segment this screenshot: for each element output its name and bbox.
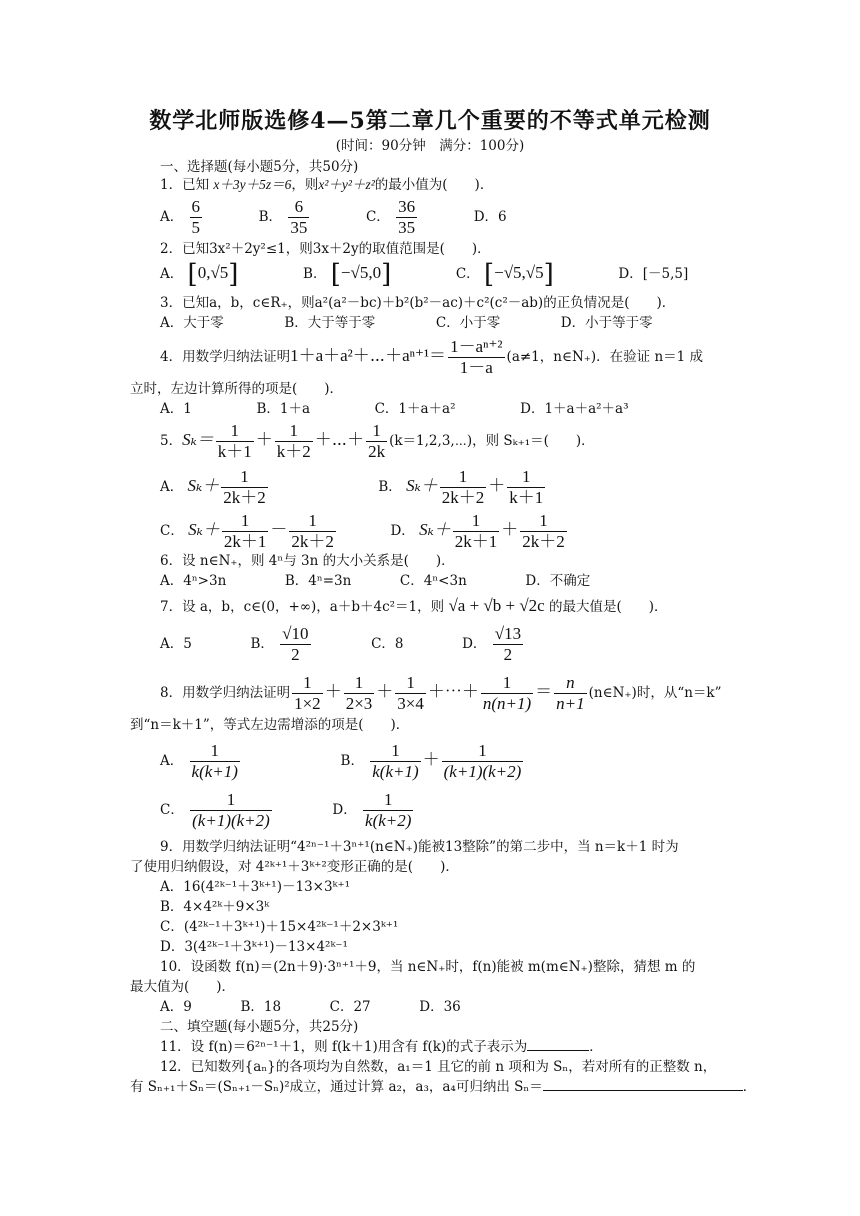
q11-stem xyxy=(160,1038,603,1056)
q2-option-a-label: A． xyxy=(160,266,184,282)
frac-num: √10 xyxy=(282,624,309,643)
q5-option-b-frac1 xyxy=(440,467,487,508)
q7-option-d-frac xyxy=(493,624,523,665)
q12-stem-text: 有 Sₙ₊₁＋Sₙ＝(Sₙ₊₁－Sₙ)²成立，通过计算 a₂，a₃，a₄可归纳出 Sₙ＝ xyxy=(130,1079,543,1095)
q8-term3 xyxy=(395,673,426,714)
q5-options-row2: C． Sₖ＋ $\frac{1}{2k+1}$ － $\frac{1}{2k+2}$ D． Sₖ＋ $\frac{1}{2k+1}$ ＋ $\frac{1}{2k+2}$ xyxy=(160,511,565,551)
q7-stem-b: 的最大值是( )． xyxy=(549,599,668,615)
frac-num: n xyxy=(566,673,575,692)
q5-dots: ＋⋯＋ xyxy=(314,430,365,449)
q2-option-b: −√5,0 xyxy=(340,263,382,282)
page-subtitle: (时间：90分钟 满分：100分) xyxy=(335,138,525,154)
frac-den: 2×3 xyxy=(345,694,373,713)
q7-option-b-label: B． xyxy=(250,636,274,652)
q5-option-b-sk: Sₖ＋ xyxy=(406,476,438,495)
frac-num: 1 xyxy=(226,790,236,809)
frac-den: (k+1)(k+2) xyxy=(192,811,270,830)
frac-num: 1 xyxy=(458,467,468,486)
q1-stem xyxy=(160,176,493,194)
q4-frac xyxy=(448,337,504,378)
q8-stem: 8．用数学归纳法证明 $\frac{1}{1\times 2}$ ＋ $\frac{1}{2\times 3}$ ＋ $\frac{1}{3\times 4}$ ＋⋯＋ $\frac{1}{n(n+1)}$ ＝ $\frac{n}{n+1}$ (n∈N₊)时，从“n＝k” xyxy=(160,673,722,713)
q9-stem-cont: 了使用归纳假设，对 4²ᵏ⁺¹＋3ᵏ⁺²变形正确的是( )． xyxy=(130,859,459,875)
q7-options xyxy=(160,622,525,666)
q8-rhs xyxy=(554,673,586,714)
q1-eq1: x＋3y＋5z＝6 xyxy=(213,177,292,192)
q2-option-c: −√5,√5 xyxy=(494,263,544,282)
q6-option-c: C．4ⁿ<3n xyxy=(399,573,467,589)
q10-option-a: A．9 xyxy=(160,999,192,1015)
q5-term1 xyxy=(216,421,254,462)
q5-sk: Sₖ＝ xyxy=(182,430,214,449)
frac-den: 2k＋2 xyxy=(441,488,485,507)
q5-option-b-frac2 xyxy=(507,467,545,508)
q7-option-d-label: D． xyxy=(462,636,487,652)
frac-den: 2k＋2 xyxy=(522,532,565,551)
q7-option-b-frac xyxy=(280,624,310,665)
frac-num: 1 xyxy=(478,741,487,760)
q5-option-c-frac1 xyxy=(222,511,269,552)
frac-num: 1 xyxy=(354,673,364,692)
q8-option-b-frac1 xyxy=(370,741,420,782)
q1-option-c-label: C． xyxy=(365,209,390,225)
frac-den: k(k+1) xyxy=(372,762,419,781)
q1-stem-b: ，则 xyxy=(291,177,319,193)
q10-option-b: B．18 xyxy=(240,999,282,1015)
frac-den: k＋2 xyxy=(276,442,311,461)
q2-option-b-label: B． xyxy=(303,266,327,282)
q3-option-a: A．大于零 xyxy=(160,315,224,331)
frac-den: 2k＋2 xyxy=(223,488,266,507)
q10-stem-cont: 最大值为( )． xyxy=(130,979,236,995)
q4-option-c: C．1＋a＋a² xyxy=(374,401,456,417)
frac-den: 35 xyxy=(290,218,308,237)
q4-stem-a: 4．用数学归纳法证明 xyxy=(160,349,291,365)
q12-stem-cont xyxy=(130,1078,756,1096)
q6-option-a: A．4ⁿ>3n xyxy=(160,573,227,589)
frac-num: 1 xyxy=(303,673,312,692)
q1-option-d: D．6 xyxy=(473,209,507,225)
q5-stem-a: 5． xyxy=(160,433,183,449)
q11-end: ． xyxy=(589,1039,603,1055)
q6-option-d: D．不确定 xyxy=(525,573,591,589)
q8-options-row2 xyxy=(160,788,415,832)
frac-den: (k+1)(k+2) xyxy=(443,762,522,781)
frac-num: 1－aⁿ⁺² xyxy=(450,337,503,356)
q4-option-a: A．1 xyxy=(160,401,192,417)
frac-num: 6 xyxy=(294,197,304,216)
q1-option-b-label: B． xyxy=(258,209,283,225)
q5-option-c-sk: Sₖ＋ xyxy=(188,520,220,539)
frac-num: 1 xyxy=(230,421,240,440)
q9-option-d: D．3(4²ᵏ⁻¹＋3ᵏ⁺¹)－13×4²ᵏ⁻¹ xyxy=(160,939,348,955)
page-title: 数学北师版选修4—5第二章几个重要的不等式单元检测 xyxy=(149,108,711,134)
q4-stem-b: (a≠1，n∈N₊)．在验证 n＝1 成 xyxy=(506,349,704,365)
q8-option-c-label: C． xyxy=(160,802,184,818)
q12-stem: 12．已知数列{aₙ}的各项均为自然数，a₁＝1 且它的前 n 项和为 Sₙ，若对所有的正整数 n， xyxy=(160,1059,717,1075)
q7-option-a: A．5 xyxy=(160,636,192,652)
q1-stem-a: 1．已知 xyxy=(160,177,210,193)
q2-stem: 2．已知3x²＋2y²≤1，则3x＋2y的取值范围是( )． xyxy=(160,241,491,257)
frac-den: 2k＋1 xyxy=(454,532,498,551)
q3-option-b: B．大于等于零 xyxy=(284,315,376,331)
frac-den: n(n+1) xyxy=(482,694,532,713)
frac-den: 2k xyxy=(368,442,386,461)
frac-den: 2k＋1 xyxy=(223,532,267,551)
q8-term4 xyxy=(481,673,533,714)
q5-option-d-frac1 xyxy=(453,511,500,552)
frac-num: 1 xyxy=(539,511,548,530)
frac-den: 35 xyxy=(398,218,416,237)
q9-option-c: C．(4²ᵏ⁻¹＋3ᵏ⁺¹)＋15×4²ᵏ⁻¹＋2×3ᵏ⁺¹ xyxy=(160,919,399,935)
q4-stem-cont: 立时，左边计算所得的项是( )． xyxy=(130,381,344,397)
section-choice-header: 一、选择题(每小题5分，共50分) xyxy=(160,159,359,175)
frac-num: 36 xyxy=(398,197,416,216)
q1-option-a-frac xyxy=(190,197,203,238)
q1-option-b-frac xyxy=(288,197,309,238)
frac-num: 1 xyxy=(471,511,481,530)
q5-option-c-label: C． xyxy=(160,523,184,539)
q5-stem-b: (k＝1,2,3,⋯)，则 Sₖ₊₁＝( )． xyxy=(389,433,595,449)
frac-den: 2 xyxy=(280,644,310,665)
q8-term1 xyxy=(292,673,323,714)
q4-stem xyxy=(160,334,703,379)
frac-num: 1 xyxy=(391,741,400,760)
frac-num: 1 xyxy=(210,741,219,760)
q3-option-d: D．小于等于零 xyxy=(560,315,653,331)
q2-option-d: D．[－5,5] xyxy=(618,266,689,282)
q5-option-a-sk: Sₖ＋ xyxy=(187,476,220,495)
q12-answer-blank[interactable] xyxy=(543,1090,743,1091)
q8-stem-b: (n∈N₊)时，从“n＝k” xyxy=(588,685,722,701)
q7-expr: √a + √b + √2c xyxy=(448,596,545,615)
frac-num: 1 xyxy=(502,673,512,692)
q3-option-c: C．小于零 xyxy=(435,315,501,331)
q4-option-b: B．1＋a xyxy=(256,401,310,417)
frac-den: k(k+1) xyxy=(191,762,238,781)
q10-option-c: C．27 xyxy=(329,999,371,1015)
q7-option-c: C．8 xyxy=(371,636,404,652)
q8-option-d-frac xyxy=(363,790,413,831)
q8-option-c-frac xyxy=(190,790,272,831)
q6-stem: 6．设 n∈N₊，则 4ⁿ与 3n 的大小关系是( )． xyxy=(160,553,455,569)
q1-option-c-frac xyxy=(396,197,417,238)
frac-num: 1 xyxy=(289,421,299,440)
q8-option-a-frac xyxy=(190,741,240,782)
q5-option-d-label: D． xyxy=(390,523,415,539)
q3-options xyxy=(160,314,653,332)
q7-stem xyxy=(160,592,668,621)
q2-options: A． [0,√5] B． [−√5,0] C． [−√5,√5] D．[－5,5] xyxy=(160,259,689,290)
q9-option-a: A．16(4²ᵏ⁻¹＋3ᵏ⁺¹)－13×3ᵏ⁺¹ xyxy=(160,879,351,895)
frac-num: 1 xyxy=(522,467,531,486)
q5-option-a-label: A． xyxy=(160,479,184,495)
q8-term2 xyxy=(344,673,375,714)
q5-term3 xyxy=(366,421,387,462)
frac-den: k＋1 xyxy=(217,442,252,461)
q6-option-b: B．4ⁿ=3n xyxy=(284,573,352,589)
q1-stem-c: 的最小值为( )． xyxy=(374,177,494,193)
q11-stem-text: 11．设 f(n)＝6²ⁿ⁻¹＋1，则 f(k＋1)用含有 f(k)的式子表示为 xyxy=(160,1039,528,1055)
q10-options xyxy=(160,998,461,1016)
q8-stem-cont: 到“n＝k＋1”，等式左边需增添的项是( )． xyxy=(130,717,410,733)
q7-stem-a: 7．设 a，b，c∈(0，+∞)，a＋b＋4c²＝1，则 xyxy=(160,599,445,615)
q10-option-d: D．36 xyxy=(419,999,461,1015)
q4-lhs: 1＋a＋a²＋⋯＋aⁿ⁺¹＝ xyxy=(290,346,447,365)
frac-den: 1－a xyxy=(448,357,504,378)
frac-num: 1 xyxy=(240,467,249,486)
frac-num: 6 xyxy=(191,197,201,216)
q4-options xyxy=(160,400,629,418)
section-fill-header: 二、填空题(每小题5分，共25分) xyxy=(160,1019,359,1035)
frac-den: k＋1 xyxy=(509,488,544,507)
frac-den: 2k＋2 xyxy=(291,532,334,551)
q5-option-b-label: B． xyxy=(378,479,402,495)
frac-den: 1×2 xyxy=(294,694,321,713)
frac-den: n+1 xyxy=(556,694,585,713)
q9-stem: 9．用数学归纳法证明“4²ⁿ⁻¹＋3ⁿ⁺¹(n∈N₊)能被13整除”的第二步中，当 n＝k＋1 时为 xyxy=(160,839,679,855)
frac-num: 1 xyxy=(240,511,250,530)
q5-term2 xyxy=(275,421,313,462)
q5-option-d-frac2 xyxy=(520,511,567,552)
q5-option-d-sk: Sₖ＋ xyxy=(419,520,451,539)
q6-options xyxy=(160,572,590,590)
q2-option-c-label: C． xyxy=(455,266,480,282)
frac-den: 2 xyxy=(493,644,523,665)
q8-option-b-frac2 xyxy=(442,741,524,782)
q10-stem: 10．设函数 f(n)＝(2n＋9)·3ⁿ⁺¹＋9，当 n∈N₊时，f(n)能被 m(m∈N₊)整除，猜想 m 的 xyxy=(160,959,696,975)
q5-option-a-frac xyxy=(221,467,268,508)
q12-end: ． xyxy=(742,1079,757,1095)
q8-stem-a: 8．用数学归纳法证明 xyxy=(160,685,291,701)
q1-options xyxy=(160,196,507,238)
frac-num: 1 xyxy=(406,673,415,692)
q8-option-a-label: A． xyxy=(160,753,184,769)
q8-option-b-label: B． xyxy=(340,753,364,769)
q11-answer-blank[interactable] xyxy=(527,1050,589,1051)
q1-eq2: x²＋y²＋z² xyxy=(318,177,375,192)
frac-num: 1 xyxy=(372,421,381,440)
q3-stem: 3．已知a，b，c∈R₊，则a²(a²－bc)＋b²(b²－ac)＋c²(c²－ab)的正负情况是( )． xyxy=(160,295,676,311)
frac-den: 5 xyxy=(191,218,201,237)
frac-num: 1 xyxy=(383,790,393,809)
q5-option-c-frac2 xyxy=(289,511,336,552)
q2-option-a: 0,√5 xyxy=(197,263,229,282)
frac-num: 1 xyxy=(308,511,317,530)
q1-option-a-label: A． xyxy=(160,209,184,225)
frac-den: 3×4 xyxy=(397,694,424,713)
q8-option-d-label: D． xyxy=(332,802,357,818)
q5-stem: 5．Sₖ＝ $\frac{1}{k+1}$ ＋ $\frac{1}{k+2}$ ＋⋯＋ $\frac{1}{2k}$ (k＝1,2,3,⋯)，则 Sₖ₊₁＝( )． xyxy=(160,421,595,461)
q5-options-row1: A． Sₖ＋ $\frac{1}{2k+2}$ B． Sₖ＋ $\frac{1}{2k+2}$ ＋ $\frac{1}{k+1}$ xyxy=(160,467,544,507)
q4-option-d: D．1＋a＋a²＋a³ xyxy=(520,401,629,417)
frac-den: k(k+2) xyxy=(365,811,412,830)
frac-num: √13 xyxy=(494,624,522,643)
q9-option-b: B．4×4²ᵏ＋9×3ᵏ xyxy=(160,899,270,915)
q8-options-row1: A． $\frac{1}{k(k+1)}$ B． $\frac{1}{k(k+1)}$ ＋ $\frac{1}{(k+1)(k+2)}$ xyxy=(160,741,522,781)
